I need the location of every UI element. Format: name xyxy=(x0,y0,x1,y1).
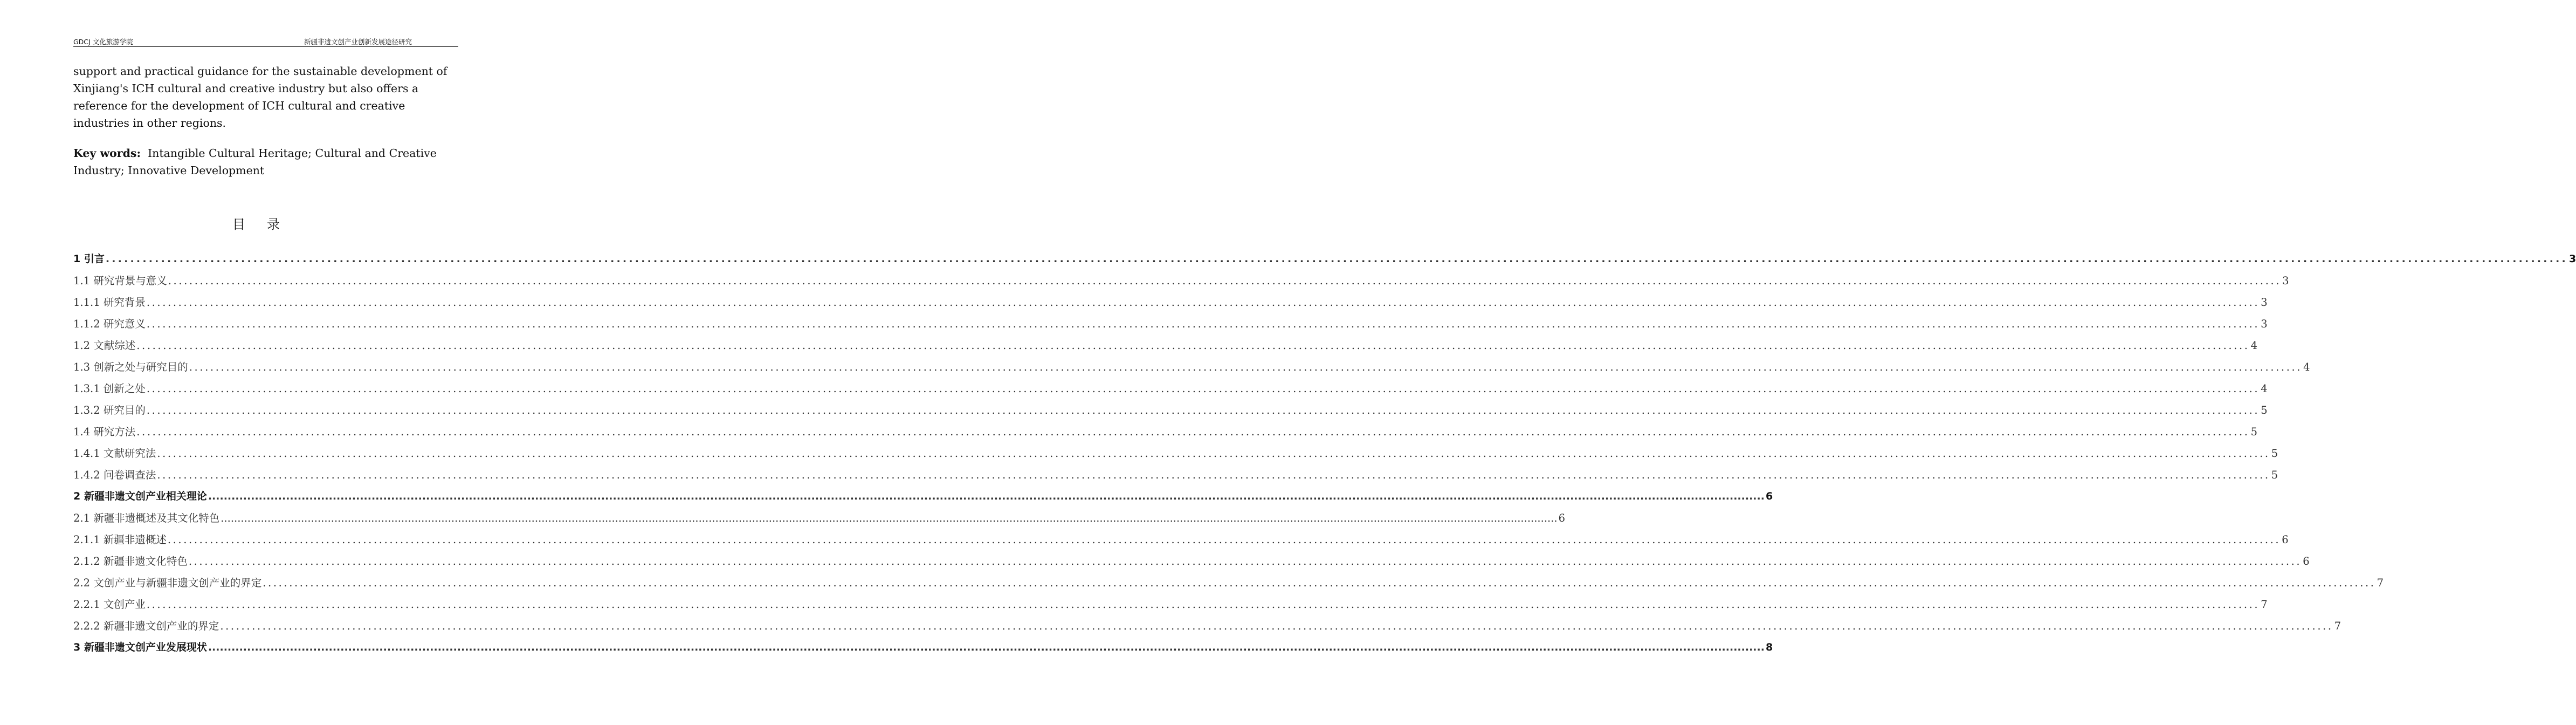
toc-page-number: 5 xyxy=(2250,426,2258,438)
toc-dot-leader: ................................................................................................................................................................................................................................................................................................................................................................................................................ xyxy=(146,318,2260,330)
toc-dot-leader: ................................................................................................................................................................................................................................................................................................................................................................................................................ xyxy=(146,598,2260,611)
toc-entry-title: 1.3.1 创新之处 xyxy=(73,382,146,395)
toc-page-number: 3 xyxy=(2261,318,2268,330)
toc-entry-title: 1.1.1 研究背景 xyxy=(73,296,146,309)
toc-dot-leader: ................................................................................................................................................................................................................................................................................................................................................................................................................ xyxy=(168,275,2282,287)
toc-entry[interactable] xyxy=(73,507,1566,529)
toc-dot-leader: ................................................................................................................................................................................................................................................................................................................................................................................................................ xyxy=(188,555,2302,567)
toc-entry[interactable] xyxy=(73,615,2341,637)
toc-entry[interactable] xyxy=(73,270,2289,291)
toc-dot-leader: ................................................................................................................................................................................................................................................................................................................................................................................................................ xyxy=(136,426,2250,438)
toc-entry-title: 1.4 研究方法 xyxy=(73,426,136,438)
toc-page-number: 4 xyxy=(2250,339,2258,352)
toc-title: 目录 xyxy=(232,217,301,232)
keywords-block xyxy=(73,145,462,179)
toc-dot-leader: ................................................................................................................................................................................................................................................................................................................................................................................................................ xyxy=(146,382,2260,395)
toc-page-number: 4 xyxy=(2261,382,2268,395)
toc-dot-leader: ................................................................................................................................................................................................................................................................................................................................................................................................................ xyxy=(208,490,1765,502)
toc-entry-title: 2.2.2 新疆非遗文创产业的界定 xyxy=(73,620,219,632)
toc-entry[interactable] xyxy=(73,334,2258,356)
abstract-line: industries in other regions. xyxy=(73,117,226,129)
toc-page-number: 6 xyxy=(1765,490,1773,502)
keywords-line-2: Industry; Innovative Development xyxy=(73,164,265,177)
toc-dot-leader: ................................................................................................................................................................................................................................................................................................................................................................................................................ xyxy=(221,512,1558,524)
toc-page-number: 7 xyxy=(2334,620,2341,632)
toc-entry-title: 1.4.2 问卷调查法 xyxy=(73,469,156,481)
toc-entry-title: 1.3 创新之处与研究目的 xyxy=(73,361,188,373)
toc-entry-title: 1.2 文献综述 xyxy=(73,339,136,352)
toc-entry[interactable] xyxy=(73,637,1773,658)
toc-dot-leader: ................................................................................................................................................................................................................................................................................................................................................................................................................ xyxy=(105,253,2568,265)
toc-entry[interactable] xyxy=(73,550,2310,572)
toc-entry-title: 2.2 文创产业与新疆非遗文创产业的界定 xyxy=(73,577,262,589)
abstract-continuation xyxy=(73,63,462,132)
toc-entry[interactable] xyxy=(73,291,2268,313)
toc-dot-leader: ................................................................................................................................................................................................................................................................................................................................................................................................................ xyxy=(157,469,2270,481)
toc-page-number: 7 xyxy=(2261,598,2268,611)
toc-page-number: 6 xyxy=(1558,512,1566,524)
toc-entry[interactable] xyxy=(73,442,2278,464)
toc-entry[interactable] xyxy=(73,421,2258,442)
toc-entry[interactable] xyxy=(73,464,2278,485)
toc-entry[interactable] xyxy=(73,593,2268,615)
toc-entry[interactable] xyxy=(73,399,2268,421)
toc-entry-title: 2.1.2 新疆非遗文化特色 xyxy=(73,555,188,567)
abstract-line: reference for the development of ICH cultural and creative xyxy=(73,99,405,112)
toc-entry-title: 1 引言 xyxy=(73,253,105,265)
toc-entry-title: 2.2.1 文创产业 xyxy=(73,598,146,611)
toc-entry-title: 2.1 新疆非遗概述及其文化特色 xyxy=(73,512,220,524)
toc-page-number: 6 xyxy=(2303,555,2310,567)
toc-page-number: 5 xyxy=(2271,469,2278,481)
toc-page-number: 3 xyxy=(2282,275,2289,287)
toc-entry-title: 2.1.1 新疆非遗概述 xyxy=(73,534,167,546)
header-thesis-title: 新疆非遗文创产业创新发展途径研究 xyxy=(304,38,412,46)
toc-entry[interactable] xyxy=(73,313,2268,334)
toc-entry-title: 3 新疆非遗文创产业发展现状 xyxy=(73,641,207,653)
abstract-line: Xinjiang's ICH cultural and creative industry but also offers a xyxy=(73,82,419,95)
toc-page-number: 8 xyxy=(1765,641,1773,653)
toc-entry[interactable] xyxy=(73,248,2576,270)
toc-page-number: 6 xyxy=(2282,534,2289,546)
toc-dot-leader: ................................................................................................................................................................................................................................................................................................................................................................................................................ xyxy=(263,577,2376,589)
running-header xyxy=(73,36,458,47)
toc-page-number: 3 xyxy=(2261,296,2268,309)
toc-page-number: 3 xyxy=(2568,253,2576,265)
toc-page-number: 5 xyxy=(2261,404,2268,416)
toc-dot-leader: ................................................................................................................................................................................................................................................................................................................................................................................................................ xyxy=(157,447,2270,460)
toc-entry[interactable] xyxy=(73,485,1773,507)
abstract-line: support and practical guidance for the sustainable development of xyxy=(73,65,447,78)
toc-page-number: 4 xyxy=(2303,361,2310,373)
keywords-label: Key words: xyxy=(73,147,141,160)
toc-entry[interactable] xyxy=(73,378,2268,399)
header-institution: GDCJ 文化旅游学院 xyxy=(73,38,133,46)
toc-dot-leader: ................................................................................................................................................................................................................................................................................................................................................................................................................ xyxy=(146,404,2260,416)
toc-dot-leader: ................................................................................................................................................................................................................................................................................................................................................................................................................ xyxy=(136,339,2250,352)
toc-dot-leader: ................................................................................................................................................................................................................................................................................................................................................................................................................ xyxy=(208,641,1765,653)
toc-entry[interactable] xyxy=(73,529,2289,550)
toc-entry[interactable] xyxy=(73,572,2384,593)
toc-dot-leader: ................................................................................................................................................................................................................................................................................................................................................................................................................ xyxy=(189,361,2303,373)
toc-page-number: 5 xyxy=(2271,447,2278,460)
toc-dot-leader: ................................................................................................................................................................................................................................................................................................................................................................................................................ xyxy=(167,534,2281,546)
table-of-contents xyxy=(73,248,2576,658)
keywords-line-1: Intangible Cultural Heritage; Cultural and Creative xyxy=(148,147,437,160)
toc-entry-title: 2 新疆非遗文创产业相关理论 xyxy=(73,490,207,502)
toc-page-number: 7 xyxy=(2377,577,2384,589)
toc-dot-leader: ................................................................................................................................................................................................................................................................................................................................................................................................................ xyxy=(220,620,2333,632)
toc-entry[interactable] xyxy=(73,356,2310,378)
toc-dot-leader: ................................................................................................................................................................................................................................................................................................................................................................................................................ xyxy=(146,296,2260,309)
toc-entry-title: 1.1.2 研究意义 xyxy=(73,318,146,330)
toc-entry-title: 1.4.1 文献研究法 xyxy=(73,447,156,460)
toc-entry-title: 1.3.2 研究目的 xyxy=(73,404,146,416)
toc-entry-title: 1.1 研究背景与意义 xyxy=(73,275,167,287)
